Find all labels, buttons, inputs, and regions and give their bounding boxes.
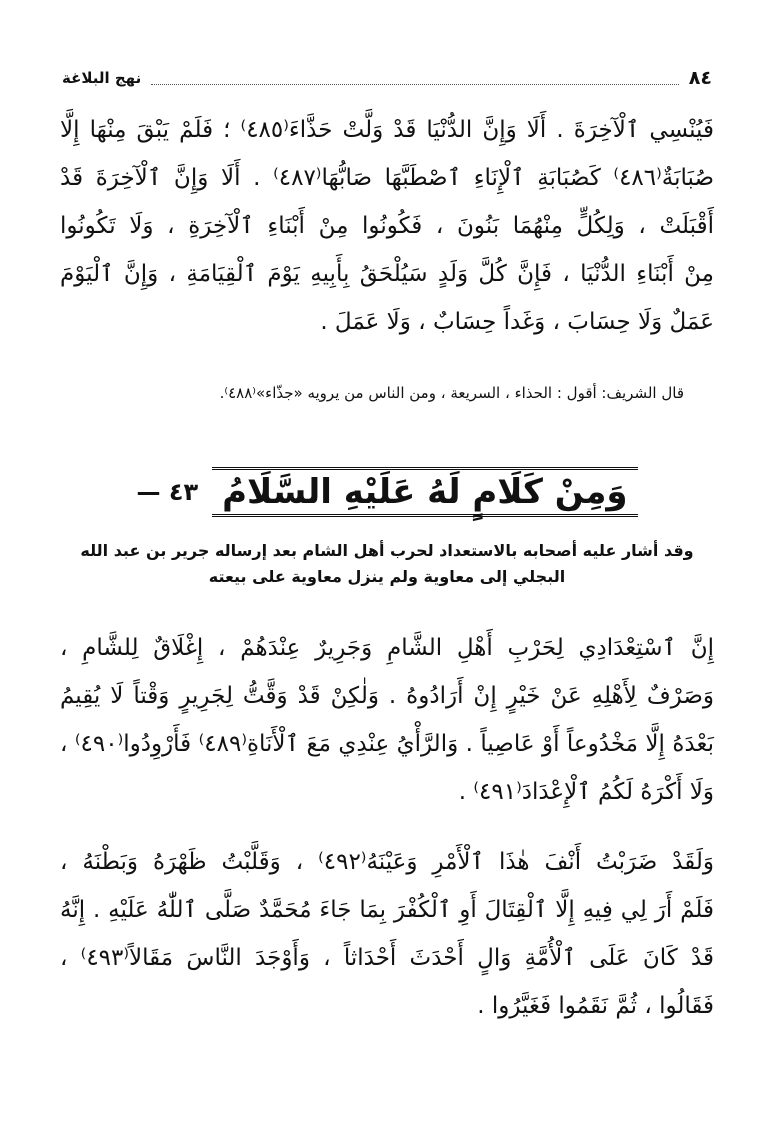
intro-line: البجلي إلى معاوية ولم ينزل معاوية على بيعته: [208, 567, 566, 586]
text-line: مِنْ أَبْنَاءِ الدُّنْيَا ، فَإِنَّ كُلَّ وَلَدٍ سَيُلْحَقُ بِأَبِيهِ يَوْمَ ٱلْقِيَامَةِ ، وَإِنَّ ٱلْيَوْمَ: [60, 261, 714, 287]
page-number: ٨٤: [688, 67, 712, 89]
text-line: فَيُنْسِي ٱلْآخِرَةَ . أَلَا وَإِنَّ الدُّنْيَا قَدْ وَلَّتْ حَذَّاءَ⁽٤٨٥⁾ ؛ فَلَمْ يَبْقَ مِنْهَا إِلَّا: [60, 117, 714, 143]
text-line: وَصَرْفٌ لِأَهْلِهِ عَنْ خَيْرٍ إِنْ أَرَادُوهُ . وَلٰكِنْ قَدْ وَقَّتُّ لِجَرِيرٍ وَقْتاً لَا يُقِيمُ: [60, 683, 714, 709]
text-line: عَمَلٌ وَلَا حِسَابَ ، وَغَداً حِسَابٌ ، وَلَا عَمَلَ .: [320, 309, 714, 335]
text-line: وَلَا أَكْرَهُ لَكُمُ ٱلْإِعْدَادَ⁽٤٩١⁾ .: [458, 779, 714, 805]
header-dotted-rule: [151, 72, 679, 85]
text-line: فَلَمْ أَرَ لِي فِيهِ إِلَّا ٱلْقِتَالَ أَوِ ٱلْكُفْرَ بِمَا جَاءَ مُحَمَّدٌ صَلَّى ٱللّٰهُ عَلَيْهِ . إِنَّهُ: [60, 897, 714, 923]
passage-sermon-43-part-1: [60, 624, 714, 816]
passage-sermon-43-part-2: [60, 838, 714, 1030]
text-line: إِنَّ ٱسْتِعْدَادِي لِحَرْبِ أَهْلِ الشَّامِ وَجَرِيرٌ عِنْدَهُمْ ، إِغْلَاقٌ لِلشَّامِ ،: [60, 635, 714, 661]
book-title: نهج البلاغة: [62, 69, 142, 87]
text-line: بَعْدَهُ إِلَّا مَخْدُوعاً أَوْ عَاصِياً . وَالرَّأْيُ عِنْدِي مَعَ ٱلْأَنَاةِ⁽٤٨٩⁾ فَأَرْوِدُوا⁽٤٩٠⁾ ،: [60, 731, 714, 757]
text-line: صُبَابَةٌ⁽٤٨٦⁾ كَصُبَابَةِ ٱلْإِنَاءِ ٱصْطَبَّهَا صَابُّهَا⁽٤٨٧⁾ . أَلَا وَإِنَّ ٱلْآخِرَةَ قَدْ: [60, 165, 714, 191]
passage-continued: [60, 106, 714, 346]
section-heading: وَمِنْ كَلَامٍ لَهُ عَلَيْهِ السَّلَامُ: [212, 467, 637, 517]
text-line: قَدْ كَانَ عَلَى ٱلْأُمَّةِ وَالٍ أَحْدَثَ أَحْدَاثاً ، وَأَوْجَدَ النَّاسَ مَقَالاً⁽٤٩٣⁾ ،: [60, 945, 714, 971]
text-line: وَلَقَدْ ضَرَبْتُ أَنْفَ هٰذَا ٱلْأَمْرِ وَعَيْنَهُ⁽٤٩٢⁾ ، وَقَلَّبْتُ ظَهْرَهُ وَبَطْنَهُ ،: [60, 849, 715, 875]
text-line: أَقْبَلَتْ ، وَلِكُلٍّ مِنْهُمَا بَنُونَ ، فَكُونُوا مِنْ أَبْنَاءِ ٱلْآخِرَةِ ، وَلَا تَكُونُوا: [60, 213, 714, 239]
running-header: [62, 64, 712, 92]
section-number: ٤٣ —: [136, 478, 199, 506]
section-intro: [60, 538, 714, 590]
intro-line: وقد أشار عليه أصحابه بالاستعداد لحرب أهل الشام بعد إرساله جرير بن عبد الله: [80, 541, 694, 560]
text-line: فَقَالُوا ، ثُمَّ نَقَمُوا فَغَيَّرُوا .: [477, 993, 714, 1019]
section-title: [60, 462, 714, 522]
sharif-note: قال الشريف: أقول : الحذاء ، السريعة ، ومن الناس من يرويه «جذّاء»⁽٤٨٨⁾.: [219, 384, 684, 402]
